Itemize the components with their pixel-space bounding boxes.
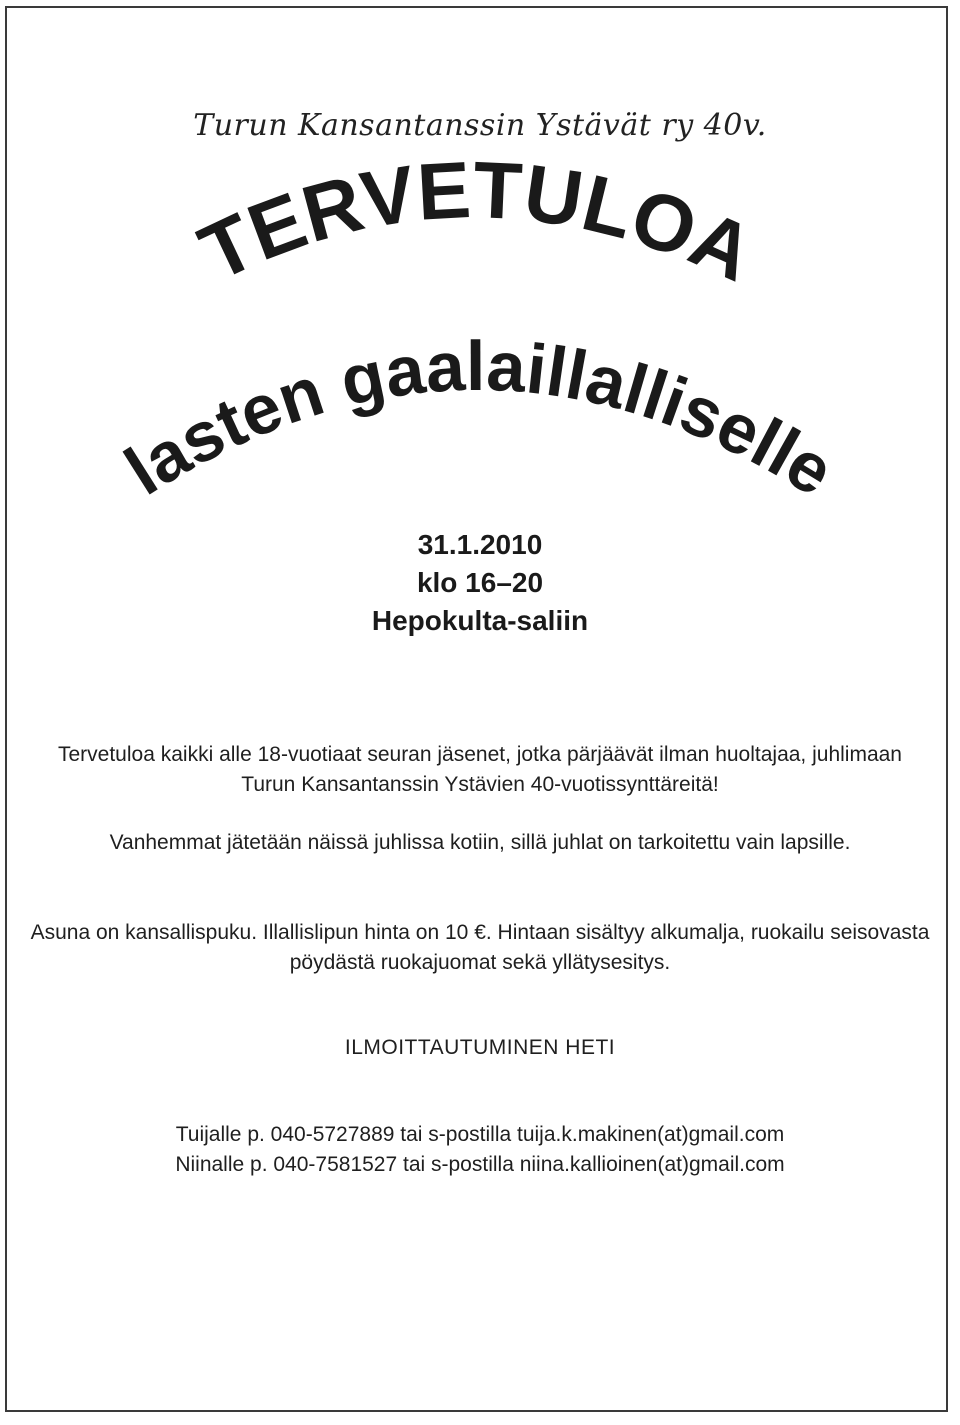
event-subheadline (112, 327, 847, 511)
contact-list (0, 1120, 960, 1180)
event-subheadline-text: lasten gaalaillalliselle (111, 326, 847, 511)
welcome-headline (187, 145, 767, 298)
parents-note-paragraph: Vanhemmat jätetään näissä juhlissa kotiin, sillä juhlat on tarkoitettu vain lapsille. (109, 831, 851, 854)
organization-title: Turun Kansantanssin Ystävät ry 40v. (193, 108, 767, 143)
invitation-paragraph: Tervetuloa kaikki alle 18-vuotiaat seuran jäsenet, jotka pärjäävät ilman huoltajaa, juhlimaan Turun Kansantanssin Ystävien 40-vuotissynttäreitä! (58, 743, 902, 796)
dress-and-price-paragraph: Asuna on kansallispuku. Illallislipun hinta on 10 €. Hintaan sisältyy alkumalja, ruokailu seisovasta pöydästä ruokajuomat sekä yllätysesitys. (30, 921, 930, 974)
event-time: klo 16–20 (416, 567, 544, 598)
welcome-headline-text: TERVETULOA (186, 144, 767, 299)
event-details (0, 526, 960, 640)
event-date: 31.1.2010 (417, 529, 543, 560)
event-venue: Hepokulta-saliin (371, 605, 589, 636)
contact-line: Niinalle p. 040-7581527 tai s-postilla niina.kallioinen(at)gmail.com (175, 1153, 785, 1176)
registration-notice: ILMOITTAUTUMINEN HETI (344, 1036, 616, 1059)
contact-line: Tuijalle p. 040-5727889 tai s-postilla tuija.k.makinen(at)gmail.com (175, 1123, 785, 1146)
